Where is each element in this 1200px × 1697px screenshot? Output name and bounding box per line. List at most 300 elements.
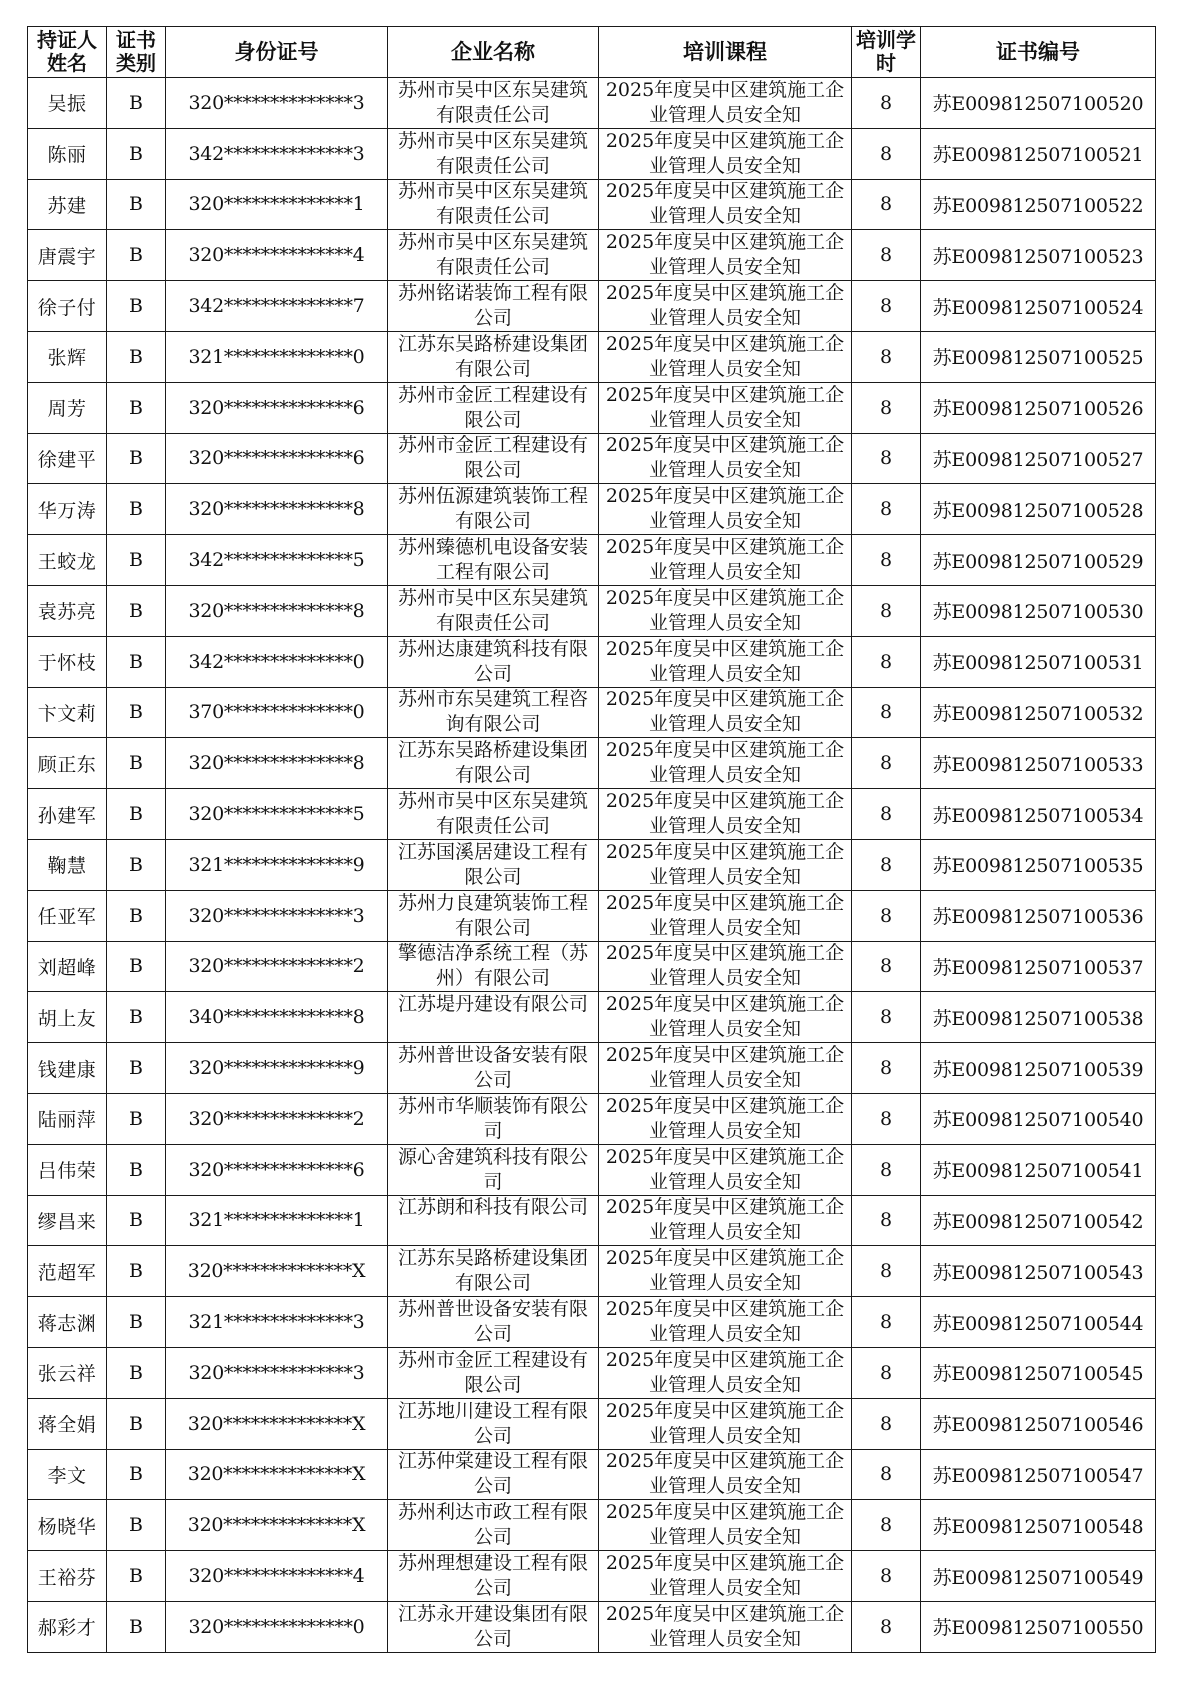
table-row (28, 1601, 1156, 1652)
company-name-cell (388, 1449, 599, 1500)
certificate-category-cell: B (107, 789, 166, 840)
training-course-cell (599, 128, 852, 179)
training-course-cell (599, 382, 852, 433)
training-hours-cell: 8 (852, 331, 921, 382)
id-number-cell: 342**************0 (166, 636, 388, 687)
company-name-cell (388, 382, 599, 433)
id-number-cell: 320**************6 (166, 1144, 388, 1195)
table-row (28, 1347, 1156, 1398)
company-name-text: 苏州市吴中区东吴建筑有限责任公司 (397, 586, 588, 633)
training-course-cell (599, 687, 852, 738)
holder-name-cell: 蒋志渊 (28, 1297, 107, 1348)
certificate-category-cell: B (107, 179, 166, 230)
roster-body (28, 78, 1156, 1653)
certificate-category-cell: B (107, 585, 166, 636)
certificate-category-cell: B (107, 281, 166, 332)
training-hours-cell: 8 (852, 128, 921, 179)
training-course-text: 2025年度吴中区建筑施工企业管理人员安全知 (605, 231, 845, 278)
training-course-cell (599, 179, 852, 230)
certificate-category-cell: B (107, 839, 166, 890)
holder-name-cell: 华万涛 (28, 484, 107, 535)
training-course-cell (599, 1500, 852, 1551)
training-course-text: 2025年度吴中区建筑施工企业管理人员安全知 (605, 688, 845, 735)
certificate-category-cell: B (107, 1551, 166, 1602)
certificate-number-cell: 苏E009812507100532 (921, 687, 1156, 738)
certificate-number-cell: 苏E009812507100526 (921, 382, 1156, 433)
table-row (28, 636, 1156, 687)
training-course-text: 2025年度吴中区建筑施工企业管理人员安全知 (605, 1247, 845, 1294)
table-row (28, 1500, 1156, 1551)
table-row (28, 484, 1156, 535)
holder-name-cell: 周芳 (28, 382, 107, 433)
training-course-cell (599, 1043, 852, 1094)
certificate-number-cell: 苏E009812507100528 (921, 484, 1156, 535)
holder-name-cell: 苏建 (28, 179, 107, 230)
training-hours-cell: 8 (852, 1246, 921, 1297)
certificate-category-cell: B (107, 128, 166, 179)
training-course-cell (599, 1093, 852, 1144)
certificate-category-cell: B (107, 1297, 166, 1348)
certificate-category-cell: B (107, 1398, 166, 1449)
certificate-category-cell: B (107, 1601, 166, 1652)
certificate-number-cell: 苏E009812507100542 (921, 1195, 1156, 1246)
certificate-roster-table (27, 26, 1156, 1653)
header-name: 持证人姓名 (28, 27, 107, 78)
certificate-number-cell: 苏E009812507100527 (921, 433, 1156, 484)
certificate-number-cell: 苏E009812507100546 (921, 1398, 1156, 1449)
company-name-text: 苏州伍源建筑装饰工程有限公司 (397, 485, 588, 532)
certificate-number-cell: 苏E009812507100535 (921, 839, 1156, 890)
company-name-cell (388, 890, 599, 941)
holder-name-cell: 王裕芬 (28, 1551, 107, 1602)
company-name-cell (388, 1195, 599, 1246)
id-number-cell: 320**************8 (166, 738, 388, 789)
company-name-text: 江苏永开建设集团有限公司 (397, 1602, 588, 1649)
company-name-text: 江苏朗和科技有限公司 (397, 1196, 588, 1219)
training-hours-cell: 8 (852, 281, 921, 332)
company-name-cell (388, 1093, 599, 1144)
certificate-category-cell: B (107, 78, 166, 129)
training-hours-cell: 8 (852, 1043, 921, 1094)
training-hours-cell: 8 (852, 1449, 921, 1500)
company-name-cell (388, 1043, 599, 1094)
training-hours-cell: 8 (852, 890, 921, 941)
training-hours-cell: 8 (852, 1195, 921, 1246)
training-course-cell (599, 1347, 852, 1398)
holder-name-cell: 徐建平 (28, 433, 107, 484)
holder-name-cell: 徐子付 (28, 281, 107, 332)
company-name-cell (388, 78, 599, 129)
company-name-text: 苏州力良建筑装饰工程有限公司 (397, 891, 588, 938)
company-name-cell (388, 484, 599, 535)
training-course-cell (599, 839, 852, 890)
training-hours-cell: 8 (852, 839, 921, 890)
holder-name-cell: 顾正东 (28, 738, 107, 789)
holder-name-cell: 李文 (28, 1449, 107, 1500)
id-number-cell: 320**************2 (166, 1093, 388, 1144)
training-course-text: 2025年度吴中区建筑施工企业管理人员安全知 (605, 1044, 845, 1091)
training-hours-cell: 8 (852, 585, 921, 636)
training-course-text: 2025年度吴中区建筑施工企业管理人员安全知 (605, 840, 845, 887)
certificate-category-cell: B (107, 1144, 166, 1195)
id-number-cell: 320**************6 (166, 433, 388, 484)
training-course-text: 2025年度吴中区建筑施工企业管理人员安全知 (605, 1450, 845, 1497)
company-name-cell (388, 1347, 599, 1398)
company-name-text: 苏州达康建筑科技有限公司 (397, 637, 588, 684)
company-name-text: 苏州市东吴建筑工程咨询有限公司 (397, 688, 588, 735)
certificate-number-cell: 苏E009812507100524 (921, 281, 1156, 332)
certificate-number-cell: 苏E009812507100544 (921, 1297, 1156, 1348)
company-name-text: 苏州市吴中区东吴建筑有限责任公司 (397, 231, 588, 278)
id-number-cell: 320**************0 (166, 1601, 388, 1652)
id-number-cell: 320**************X (166, 1246, 388, 1297)
id-number-cell: 370**************0 (166, 687, 388, 738)
table-row (28, 433, 1156, 484)
company-name-cell (388, 1551, 599, 1602)
holder-name-cell: 范超军 (28, 1246, 107, 1297)
training-course-cell (599, 1297, 852, 1348)
id-number-cell: 321**************0 (166, 331, 388, 382)
certificate-number-cell: 苏E009812507100533 (921, 738, 1156, 789)
id-number-cell: 320**************8 (166, 585, 388, 636)
training-course-cell (599, 331, 852, 382)
company-name-cell (388, 1246, 599, 1297)
training-course-text: 2025年度吴中区建筑施工企业管理人员安全知 (605, 485, 845, 532)
training-course-cell (599, 281, 852, 332)
id-number-cell: 320**************9 (166, 1043, 388, 1094)
id-number-cell: 342**************3 (166, 128, 388, 179)
certificate-category-cell: B (107, 1043, 166, 1094)
certificate-number-cell: 苏E009812507100541 (921, 1144, 1156, 1195)
holder-name-cell: 蒋全娟 (28, 1398, 107, 1449)
table-row (28, 1093, 1156, 1144)
holder-name-cell: 孙建军 (28, 789, 107, 840)
table-row (28, 1246, 1156, 1297)
table-row (28, 1449, 1156, 1500)
holder-name-cell: 卞文莉 (28, 687, 107, 738)
training-course-cell (599, 1195, 852, 1246)
company-name-text: 江苏东吴路桥建设集团有限公司 (397, 1247, 588, 1294)
certificate-number-cell: 苏E009812507100520 (921, 78, 1156, 129)
company-name-cell (388, 331, 599, 382)
holder-name-cell: 郝彩才 (28, 1601, 107, 1652)
training-course-cell (599, 1449, 852, 1500)
company-name-text: 苏州市金匠工程建设有限公司 (397, 1348, 588, 1395)
certificate-category-cell: B (107, 484, 166, 535)
certificate-number-cell: 苏E009812507100531 (921, 636, 1156, 687)
training-course-text: 2025年度吴中区建筑施工企业管理人员安全知 (605, 790, 845, 837)
table-row (28, 585, 1156, 636)
training-hours-cell: 8 (852, 1500, 921, 1551)
training-course-cell (599, 941, 852, 992)
company-name-text: 苏州理想建设工程有限公司 (397, 1552, 588, 1598)
training-course-text: 2025年度吴中区建筑施工企业管理人员安全知 (605, 1094, 845, 1141)
table-row (28, 1551, 1156, 1602)
holder-name-cell: 张辉 (28, 331, 107, 382)
training-course-text: 2025年度吴中区建筑施工企业管理人员安全知 (605, 1145, 845, 1192)
training-course-cell (599, 636, 852, 687)
training-course-text: 2025年度吴中区建筑施工企业管理人员安全知 (605, 282, 845, 329)
training-course-text: 2025年度吴中区建筑施工企业管理人员安全知 (605, 383, 845, 430)
company-name-cell (388, 1398, 599, 1449)
holder-name-cell: 缪昌来 (28, 1195, 107, 1246)
holder-name-cell: 于怀枝 (28, 636, 107, 687)
table-row (28, 230, 1156, 281)
id-number-cell: 340**************8 (166, 992, 388, 1043)
company-name-cell (388, 992, 599, 1043)
holder-name-cell: 鞠慧 (28, 839, 107, 890)
holder-name-cell: 吕伟荣 (28, 1144, 107, 1195)
table-row (28, 331, 1156, 382)
company-name-text: 苏州利达市政工程有限公司 (397, 1501, 588, 1548)
training-course-cell (599, 585, 852, 636)
company-name-cell (388, 230, 599, 281)
company-name-cell (388, 789, 599, 840)
training-course-text: 2025年度吴中区建筑施工企业管理人员安全知 (605, 942, 845, 989)
certificate-category-cell: B (107, 636, 166, 687)
certificate-number-cell: 苏E009812507100540 (921, 1093, 1156, 1144)
holder-name-cell: 唐震宇 (28, 230, 107, 281)
certificate-category-cell: B (107, 890, 166, 941)
training-hours-cell: 8 (852, 1297, 921, 1348)
training-course-text: 2025年度吴中区建筑施工企业管理人员安全知 (605, 637, 845, 684)
id-number-cell: 342**************5 (166, 535, 388, 586)
id-number-cell: 342**************7 (166, 281, 388, 332)
id-number-cell: 320**************2 (166, 941, 388, 992)
certificate-category-cell: B (107, 433, 166, 484)
training-hours-cell: 8 (852, 484, 921, 535)
company-name-text: 江苏地川建设工程有限公司 (397, 1399, 588, 1446)
training-course-text: 2025年度吴中区建筑施工企业管理人员安全知 (605, 1399, 845, 1446)
table-row (28, 1398, 1156, 1449)
training-hours-cell: 8 (852, 636, 921, 687)
training-course-text: 2025年度吴中区建筑施工企业管理人员安全知 (605, 78, 845, 125)
table-row (28, 128, 1156, 179)
company-name-text: 江苏东吴路桥建设集团有限公司 (397, 739, 588, 786)
company-name-text: 苏州市吴中区东吴建筑有限责任公司 (397, 180, 588, 227)
company-name-text: 江苏国溪居建设工程有限公司 (397, 840, 588, 887)
company-name-cell (388, 535, 599, 586)
company-name-cell (388, 281, 599, 332)
certificate-category-cell: B (107, 230, 166, 281)
training-hours-cell: 8 (852, 738, 921, 789)
training-course-cell (599, 484, 852, 535)
training-course-cell (599, 1601, 852, 1652)
holder-name-cell: 陆丽萍 (28, 1093, 107, 1144)
certificate-category-cell: B (107, 1347, 166, 1398)
training-course-cell (599, 1246, 852, 1297)
training-hours-cell: 8 (852, 382, 921, 433)
table-row (28, 535, 1156, 586)
certificate-number-cell: 苏E009812507100549 (921, 1551, 1156, 1602)
training-hours-cell: 8 (852, 1398, 921, 1449)
training-course-text: 2025年度吴中区建筑施工企业管理人员安全知 (605, 180, 845, 227)
holder-name-cell: 钱建康 (28, 1043, 107, 1094)
company-name-cell (388, 1144, 599, 1195)
certificate-category-cell: B (107, 382, 166, 433)
certificate-category-cell: B (107, 1500, 166, 1551)
header-course: 培训课程 (599, 27, 852, 78)
training-hours-cell: 8 (852, 789, 921, 840)
holder-name-cell: 王蛟龙 (28, 535, 107, 586)
certificate-category-cell: B (107, 1246, 166, 1297)
holder-name-cell: 吴振 (28, 78, 107, 129)
certificate-category-cell: B (107, 535, 166, 586)
id-number-cell: 320**************X (166, 1500, 388, 1551)
company-name-text: 苏州市吴中区东吴建筑有限责任公司 (397, 790, 588, 837)
company-name-cell (388, 128, 599, 179)
training-hours-cell: 8 (852, 1601, 921, 1652)
id-number-cell: 320**************5 (166, 789, 388, 840)
training-hours-cell: 8 (852, 941, 921, 992)
training-course-cell (599, 992, 852, 1043)
certificate-number-cell: 苏E009812507100547 (921, 1449, 1156, 1500)
certificate-number-cell: 苏E009812507100537 (921, 941, 1156, 992)
table-row (28, 941, 1156, 992)
company-name-text: 苏州市金匠工程建设有限公司 (397, 383, 588, 430)
company-name-cell (388, 1601, 599, 1652)
certificate-number-cell: 苏E009812507100523 (921, 230, 1156, 281)
training-course-text: 2025年度吴中区建筑施工企业管理人员安全知 (605, 993, 845, 1040)
training-course-text: 2025年度吴中区建筑施工企业管理人员安全知 (605, 1552, 845, 1598)
company-name-cell (388, 636, 599, 687)
header-hours: 培训学时 (852, 27, 921, 78)
company-name-text: 苏州市金匠工程建设有限公司 (397, 434, 588, 481)
training-hours-cell: 8 (852, 230, 921, 281)
training-course-cell (599, 738, 852, 789)
certificate-category-cell: B (107, 1093, 166, 1144)
company-name-cell (388, 179, 599, 230)
certificate-category-cell: B (107, 687, 166, 738)
training-hours-cell: 8 (852, 433, 921, 484)
table-row (28, 1297, 1156, 1348)
certificate-category-cell: B (107, 1195, 166, 1246)
company-name-cell (388, 585, 599, 636)
training-course-text: 2025年度吴中区建筑施工企业管理人员安全知 (605, 129, 845, 176)
certificate-category-cell: B (107, 331, 166, 382)
company-name-text: 苏州铭诺装饰工程有限公司 (397, 282, 588, 329)
id-number-cell: 321**************1 (166, 1195, 388, 1246)
training-course-text: 2025年度吴中区建筑施工企业管理人员安全知 (605, 536, 845, 583)
certificate-category-cell: B (107, 941, 166, 992)
id-number-cell: 320**************1 (166, 179, 388, 230)
company-name-cell (388, 687, 599, 738)
table-row (28, 1043, 1156, 1094)
table-row (28, 179, 1156, 230)
training-course-text: 2025年度吴中区建筑施工企业管理人员安全知 (605, 1348, 845, 1395)
company-name-text: 苏州市吴中区东吴建筑有限责任公司 (397, 78, 588, 125)
certificate-number-cell: 苏E009812507100548 (921, 1500, 1156, 1551)
certificate-category-cell: B (107, 992, 166, 1043)
id-number-cell: 320**************6 (166, 382, 388, 433)
certificate-number-cell: 苏E009812507100550 (921, 1601, 1156, 1652)
company-name-cell (388, 738, 599, 789)
holder-name-cell: 陈丽 (28, 128, 107, 179)
header-category: 证书类别 (107, 27, 166, 78)
company-name-cell (388, 433, 599, 484)
table-row (28, 1195, 1156, 1246)
certificate-category-cell: B (107, 738, 166, 789)
company-name-text: 江苏仲棠建设工程有限公司 (397, 1450, 588, 1497)
holder-name-cell: 袁苏亮 (28, 585, 107, 636)
holder-name-cell: 杨晓华 (28, 1500, 107, 1551)
id-number-cell: 320**************8 (166, 484, 388, 535)
company-name-text: 苏州市吴中区东吴建筑有限责任公司 (397, 129, 588, 176)
training-course-text: 2025年度吴中区建筑施工企业管理人员安全知 (605, 1501, 845, 1548)
table-row (28, 839, 1156, 890)
training-course-cell (599, 1398, 852, 1449)
certificate-number-cell: 苏E009812507100534 (921, 789, 1156, 840)
training-hours-cell: 8 (852, 992, 921, 1043)
table-row (28, 281, 1156, 332)
id-number-cell: 321**************9 (166, 839, 388, 890)
training-hours-cell: 8 (852, 1093, 921, 1144)
table-row (28, 78, 1156, 129)
training-hours-cell: 8 (852, 1551, 921, 1602)
certificate-number-cell: 苏E009812507100539 (921, 1043, 1156, 1094)
header-company: 企业名称 (388, 27, 599, 78)
certificate-number-cell: 苏E009812507100545 (921, 1347, 1156, 1398)
id-number-cell: 320**************4 (166, 230, 388, 281)
training-course-text: 2025年度吴中区建筑施工企业管理人员安全知 (605, 739, 845, 786)
table-row (28, 1144, 1156, 1195)
certificate-number-cell: 苏E009812507100530 (921, 585, 1156, 636)
training-course-cell (599, 789, 852, 840)
training-hours-cell: 8 (852, 687, 921, 738)
training-course-text: 2025年度吴中区建筑施工企业管理人员安全知 (605, 1196, 845, 1243)
certificate-number-cell: 苏E009812507100525 (921, 331, 1156, 382)
company-name-text: 苏州普世设备安装有限公司 (397, 1044, 588, 1091)
holder-name-cell: 胡上友 (28, 992, 107, 1043)
training-course-cell (599, 1551, 852, 1602)
training-hours-cell: 8 (852, 535, 921, 586)
certificate-number-cell: 苏E009812507100529 (921, 535, 1156, 586)
training-course-text: 2025年度吴中区建筑施工企业管理人员安全知 (605, 1298, 845, 1345)
table-row (28, 890, 1156, 941)
company-name-cell (388, 839, 599, 890)
id-number-cell: 320**************X (166, 1398, 388, 1449)
table-row (28, 687, 1156, 738)
certificate-number-cell: 苏E009812507100521 (921, 128, 1156, 179)
training-course-cell (599, 433, 852, 484)
id-number-cell: 320**************4 (166, 1551, 388, 1602)
company-name-text: 苏州市华顺装饰有限公司 (397, 1094, 588, 1141)
holder-name-cell: 任亚军 (28, 890, 107, 941)
training-hours-cell: 8 (852, 1347, 921, 1398)
header-id-number: 身份证号 (166, 27, 388, 78)
training-course-text: 2025年度吴中区建筑施工企业管理人员安全知 (605, 1602, 845, 1649)
id-number-cell: 320**************3 (166, 1347, 388, 1398)
training-course-cell (599, 1144, 852, 1195)
certificate-number-cell: 苏E009812507100536 (921, 890, 1156, 941)
table-row (28, 738, 1156, 789)
company-name-text: 江苏堤丹建设有限公司 (397, 993, 588, 1016)
company-name-text: 苏州臻德机电设备安装工程有限公司 (397, 536, 588, 583)
header-cert-number: 证书编号 (921, 27, 1156, 78)
header-row (28, 27, 1156, 78)
holder-name-cell: 刘超峰 (28, 941, 107, 992)
certificate-number-cell: 苏E009812507100543 (921, 1246, 1156, 1297)
certificate-category-cell: B (107, 1449, 166, 1500)
id-number-cell: 320**************3 (166, 890, 388, 941)
certificate-number-cell: 苏E009812507100538 (921, 992, 1156, 1043)
training-course-cell (599, 78, 852, 129)
training-hours-cell: 8 (852, 78, 921, 129)
table-row (28, 789, 1156, 840)
company-name-cell (388, 941, 599, 992)
training-hours-cell: 8 (852, 179, 921, 230)
holder-name-cell: 张云祥 (28, 1347, 107, 1398)
